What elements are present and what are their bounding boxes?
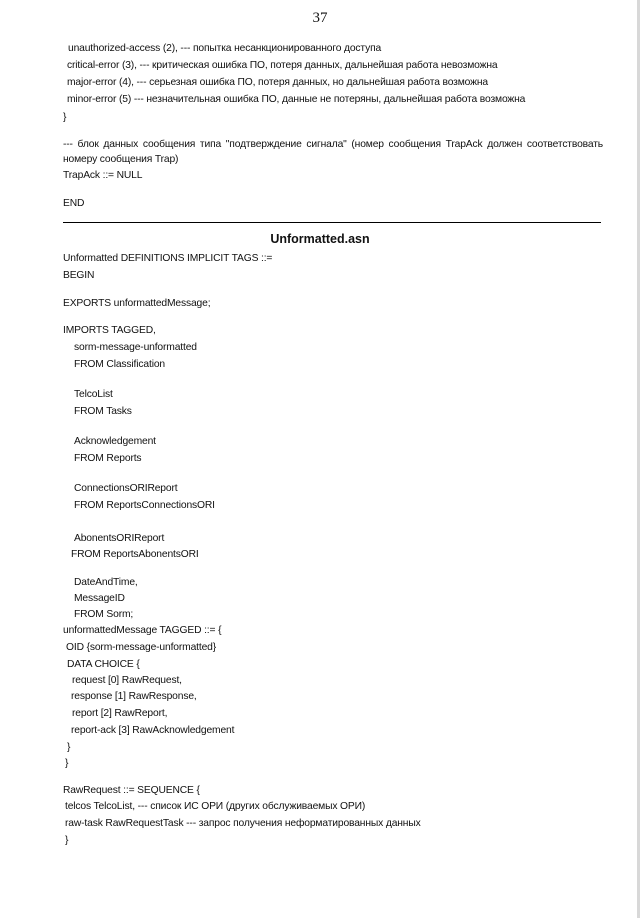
- code-line: }: [63, 112, 67, 123]
- code-line: FROM Tasks: [74, 406, 132, 417]
- code-line: AbonentsORIReport: [74, 533, 165, 544]
- code-line: EXPORTS unformattedMessage;: [63, 298, 211, 309]
- code-line: IMPORTS TAGGED,: [63, 325, 156, 336]
- code-line: DateAndTime,: [74, 577, 138, 588]
- code-line: ConnectionsORIReport: [74, 483, 178, 494]
- code-line: }: [65, 758, 69, 769]
- code-line: unauthorized-access (2), --- попытка несанкционированного доступа: [68, 43, 382, 54]
- code-line: unformattedMessage TAGGED ::= {: [63, 625, 222, 636]
- trapack-comment: --- блок данных сообщения типа "подтверждение сигнала" (номер сообщения TrapAck должен соответствовать номеру сообщения Trap): [63, 139, 603, 165]
- page-number: 37: [312, 10, 328, 26]
- code-line: report-ack [3] RawAcknowledgement: [71, 725, 235, 736]
- section-divider: [63, 222, 601, 223]
- code-line: critical-error (3), --- критическая ошибка ПО, потеря данных, дальнейшая работа невозможна: [67, 60, 498, 71]
- code-line: FROM Classification: [74, 359, 165, 370]
- code-line: raw-task RawRequestTask --- запрос получения неформатированных данных: [65, 818, 421, 829]
- code-line: telcos TelcoList, --- список ИС ОРИ (других обслуживаемых ОРИ): [65, 801, 366, 812]
- code-line: BEGIN: [63, 270, 95, 281]
- code-line: FROM Reports: [74, 453, 142, 464]
- code-line: RawRequest ::= SEQUENCE {: [63, 785, 200, 796]
- code-line: response [1] RawResponse,: [71, 691, 197, 702]
- code-line-end: END: [63, 198, 85, 209]
- code-line: DATA CHOICE {: [67, 659, 140, 670]
- code-line: Acknowledgement: [74, 436, 156, 447]
- code-line: request [0] RawRequest,: [72, 675, 182, 686]
- code-line: minor-error (5) --- незначительная ошибка ПО, данные не потеряны, дальнейшая работа возможна: [67, 94, 526, 105]
- code-line: major-error (4), --- серьезная ошибка ПО, потеря данных, но дальнейшая работа возможна: [67, 77, 488, 88]
- code-line: MessageID: [74, 593, 125, 604]
- section-title: Unformatted.asn: [270, 232, 370, 246]
- code-line: FROM ReportsAbonentsORI: [71, 549, 199, 560]
- code-line: sorm-message-unformatted: [74, 342, 197, 353]
- code-line: }: [65, 835, 69, 846]
- code-line: Unformatted DEFINITIONS IMPLICIT TAGS ::=: [63, 253, 273, 264]
- code-line: FROM Sorm;: [74, 609, 134, 620]
- code-line: }: [67, 742, 71, 753]
- code-line: OID {sorm-message-unformatted}: [66, 642, 217, 653]
- code-line: report [2] RawReport,: [72, 708, 168, 719]
- code-line: FROM ReportsConnectionsORI: [74, 500, 215, 511]
- code-line: TelcoList: [74, 389, 113, 400]
- code-line: TrapAck ::= NULL: [63, 170, 143, 181]
